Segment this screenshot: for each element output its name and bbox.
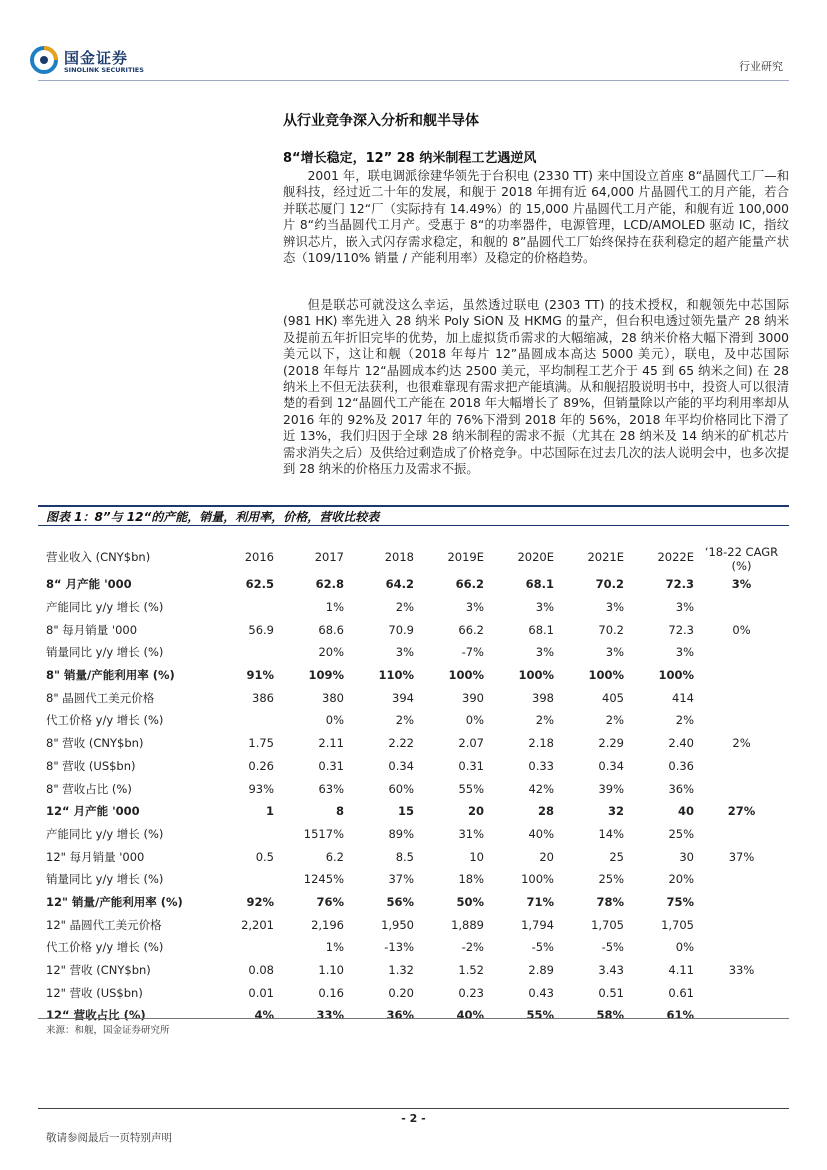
table-cell: 62.5 xyxy=(245,577,274,592)
table-cell: 40 xyxy=(677,804,694,819)
row-label: 12“ 月产能 '000 xyxy=(46,804,140,819)
table-cell: 1.52 xyxy=(458,963,484,978)
table-cell: 3% xyxy=(675,600,694,615)
table-cell: 2% xyxy=(675,713,694,728)
table-cell: 91% xyxy=(246,668,274,683)
table-cell: 0.33 xyxy=(528,758,554,773)
table-cell: 14% xyxy=(598,826,624,841)
table-cell: 36% xyxy=(668,781,694,796)
table-cell: 1,950 xyxy=(381,917,414,932)
row-label: 12" 每月销量 '000 xyxy=(46,849,145,864)
table-row xyxy=(46,777,789,800)
table-cell xyxy=(204,868,274,891)
table-cell: 18% xyxy=(458,872,484,887)
table-cell: 33% xyxy=(316,1008,344,1023)
table-cell: 0.26 xyxy=(248,758,274,773)
table-row xyxy=(46,618,789,641)
table-cell: 30 xyxy=(679,849,694,864)
cagr-cell: 37% xyxy=(728,849,755,864)
table-cell: 394 xyxy=(392,690,414,705)
table-cell: 68.1 xyxy=(528,622,554,637)
table-cell: 66.2 xyxy=(455,577,484,592)
table-header-cell: 2017 xyxy=(314,550,344,564)
table-row xyxy=(46,891,789,914)
table-cell: 2.18 xyxy=(528,736,554,751)
table-cell: 2.29 xyxy=(598,736,624,751)
row-label: 8" 营收占比 (%) xyxy=(46,781,132,796)
table-cell: 0% xyxy=(465,713,484,728)
table-cell: 100% xyxy=(658,668,694,683)
table-cell: 2% xyxy=(535,713,554,728)
table-cell: 0.34 xyxy=(388,758,414,773)
table-cell xyxy=(204,823,274,846)
logo-cn-text: 国金证券 xyxy=(64,49,129,67)
table-cell: 3% xyxy=(535,645,554,660)
table-cell: 32 xyxy=(607,804,624,819)
cagr-cell: 27% xyxy=(727,804,756,819)
cagr-cell: 33% xyxy=(728,963,755,978)
table-cell: 25% xyxy=(598,872,624,887)
table-cell: 2,201 xyxy=(241,917,274,932)
paragraph-1 xyxy=(283,168,789,266)
cagr-cell xyxy=(694,981,789,1004)
table-header-cell: 2018 xyxy=(384,550,414,564)
sinolink-logo-icon xyxy=(30,46,58,74)
table-cell: 3% xyxy=(605,600,624,615)
table-cell: 36% xyxy=(386,1008,414,1023)
cagr-cell xyxy=(694,868,789,891)
logo-en-text: SINOLINK SECURITIES xyxy=(64,66,144,74)
table-cell: 109% xyxy=(308,668,344,683)
table-cell: 405 xyxy=(602,690,624,705)
table-cell: 20 xyxy=(467,804,484,819)
table-header-cell: 2022E xyxy=(657,550,694,564)
table-cell: 0.23 xyxy=(458,985,484,1000)
table-cell: 414 xyxy=(672,690,694,705)
table-cell: 64.2 xyxy=(385,577,414,592)
table-row xyxy=(46,823,789,846)
row-label: 产能同比 y/y 增长 (%) xyxy=(46,826,164,841)
row-label: 8“ 月产能 '000 xyxy=(46,577,132,592)
figure-title-bar xyxy=(38,505,789,526)
figure-source: 来源：和舰，国金证券研究所 xyxy=(46,1025,170,1036)
cagr-cell xyxy=(694,777,789,800)
table-cell: 70.2 xyxy=(595,577,624,592)
row-label: 8" 每月销量 '000 xyxy=(46,622,138,637)
table-cell: 20% xyxy=(668,872,694,887)
table-cell: 398 xyxy=(532,690,554,705)
cagr-cell xyxy=(694,891,789,914)
table-header-row xyxy=(46,541,789,573)
table-cell: 1517% xyxy=(303,826,344,841)
table-cell: 39% xyxy=(598,781,624,796)
table-cell: 1245% xyxy=(303,872,344,887)
table-cell: 0.5 xyxy=(255,849,274,864)
table-cell: 0.31 xyxy=(458,758,484,773)
table-cell: 40% xyxy=(456,1008,484,1023)
table-row xyxy=(46,913,789,936)
table-cell: 8.5 xyxy=(395,849,414,864)
table-cell: 2% xyxy=(605,713,624,728)
table-cell: 62.8 xyxy=(315,577,344,592)
table-cell: 2.40 xyxy=(668,736,694,751)
table-cell: 2.89 xyxy=(528,963,554,978)
table-cell: 72.3 xyxy=(668,622,694,637)
company-logo xyxy=(30,46,160,78)
table-cell: 50% xyxy=(456,894,484,909)
table-row xyxy=(46,868,789,891)
table-cell: 2.07 xyxy=(458,736,484,751)
table-cell: 93% xyxy=(248,781,274,796)
figure-title: 图表 1：8”与 12“的产能，销量，利用率，价格，营收比较表 xyxy=(46,510,380,524)
table-row xyxy=(46,755,789,778)
table-cell: 0.61 xyxy=(668,985,694,1000)
row-label: 12" 销量/产能利用率 (%) xyxy=(46,894,183,909)
table-cell: 1% xyxy=(325,600,344,615)
table-cell: 386 xyxy=(252,690,274,705)
table-cell: 60% xyxy=(388,781,414,796)
row-label: 8" 营收 (CNY$bn) xyxy=(46,736,144,751)
table-cell xyxy=(204,709,274,732)
table-cell: 2% xyxy=(395,713,414,728)
table-cell: 100% xyxy=(448,668,484,683)
table-cell: 0.20 xyxy=(388,985,414,1000)
table-cell: 100% xyxy=(588,668,624,683)
table-cell: 0% xyxy=(675,940,694,955)
table-cell: 40% xyxy=(528,826,554,841)
table-cell: 4% xyxy=(254,1008,274,1023)
table-cell: 0% xyxy=(325,713,344,728)
table-cell: -13% xyxy=(384,940,414,955)
report-category: 行业研究 xyxy=(739,60,783,73)
table-cell: 2.22 xyxy=(388,736,414,751)
paragraph-2 xyxy=(283,297,789,477)
table-row xyxy=(46,800,789,823)
section-title: 从行业竞争深入分析和舰半导体 xyxy=(283,113,479,129)
table-cell: 0.01 xyxy=(248,985,274,1000)
cagr-cell xyxy=(694,686,789,709)
table-cell: 0.51 xyxy=(598,985,624,1000)
table-row xyxy=(46,686,789,709)
table-cell: 0.43 xyxy=(528,985,554,1000)
cagr-cell xyxy=(694,936,789,959)
table-cell: 25% xyxy=(668,826,694,841)
row-label: 产能同比 y/y 增长 (%) xyxy=(46,600,164,615)
table-cell: 0.34 xyxy=(598,758,624,773)
row-label: 销量同比 y/y 增长 (%) xyxy=(46,645,164,660)
table-cell: 76% xyxy=(316,894,344,909)
table-cell: 1,705 xyxy=(661,917,694,932)
row-label: 12" 晶圆代工美元价格 xyxy=(46,917,162,932)
table-cell: 58% xyxy=(596,1008,624,1023)
row-label: 12“ 营收占比 (%) xyxy=(46,1008,146,1023)
table-header-cell: 2019E xyxy=(447,550,484,564)
table-cell: 68.1 xyxy=(525,577,554,592)
cagr-cell xyxy=(694,596,789,619)
table-cell xyxy=(204,641,274,664)
table-header-cell: 营业收入 (CNY$bn) xyxy=(46,550,151,564)
table-cell: -2% xyxy=(461,940,484,955)
table-cell: 1.10 xyxy=(318,963,344,978)
table-row xyxy=(46,573,789,596)
cagr-cell xyxy=(694,823,789,846)
table-cell: 3% xyxy=(675,645,694,660)
table-row xyxy=(46,981,789,1004)
table-cell: 3.43 xyxy=(598,963,624,978)
cagr-cell: 3% xyxy=(731,577,752,592)
table-cell: 0.36 xyxy=(668,758,694,773)
row-label: 12" 营收 (CNY$bn) xyxy=(46,963,151,978)
table-cell: 6.2 xyxy=(325,849,344,864)
table-cell: 56.9 xyxy=(248,622,274,637)
table-cell: 1.75 xyxy=(248,736,274,751)
table-header-cell: 2020E xyxy=(517,550,554,564)
table-cell: -5% xyxy=(601,940,624,955)
table-cell: 2.11 xyxy=(318,736,344,751)
table-cell: 1.32 xyxy=(388,963,414,978)
table-cell: 37% xyxy=(388,872,414,887)
table-cell: 3% xyxy=(605,645,624,660)
cagr-cell: 2% xyxy=(732,736,751,751)
table-cell: 100% xyxy=(521,872,554,887)
table-bottom-rule xyxy=(38,1018,789,1019)
table-cell: 78% xyxy=(596,894,624,909)
table-row xyxy=(46,936,789,959)
row-label: 代工价格 y/y 增长 (%) xyxy=(46,940,164,955)
cagr-cell xyxy=(694,664,789,687)
table-cell: 8 xyxy=(335,804,344,819)
table-row xyxy=(46,641,789,664)
cagr-cell xyxy=(694,755,789,778)
table-row xyxy=(46,596,789,619)
page-header xyxy=(0,0,827,84)
table-cell: 2,196 xyxy=(311,917,344,932)
footer-disclaimer: 敬请参阅最后一页特别声明 xyxy=(46,1132,172,1144)
table-cell: 1 xyxy=(265,804,274,819)
table-header-cell: 2021E xyxy=(587,550,624,564)
table-cell: 56% xyxy=(386,894,414,909)
table-cell: 70.9 xyxy=(388,622,414,637)
table-cell: 66.2 xyxy=(458,622,484,637)
table-cell: 2% xyxy=(395,600,414,615)
table-cell: 20% xyxy=(318,645,344,660)
table-cell: 25 xyxy=(609,849,624,864)
table-cell: 15 xyxy=(397,804,414,819)
table-cell: 3% xyxy=(465,600,484,615)
table-cell: 390 xyxy=(462,690,484,705)
table-cell xyxy=(204,936,274,959)
table-cell: 61% xyxy=(666,1008,694,1023)
paragraph-2-text: 但是联芯可就没这么幸运，虽然透过联电 (2303 TT) 的技术授权，和舰领先中芯国际 (981 HK) 率先进入 28 纳米 Poly SiON 及 HKMG 的量产，但台积电透过领先量产 28 纳米及提前五年折旧完毕的优势，加上虚拟货币需求的大幅缩减，28 纳米价格大幅下滑到 3000 美元以下，这让和舰（2018 年每片 12”晶圆成本高达 5000 美元），联电，及中芯国际 (2018 年每片 12“晶圆成本约达 2500 美元，平均制程工艺介于 45 到 65 纳米之间) 在 28 纳米上不但无法获利，也很难靠现有需求把产能填满。从和舰招股说明书中，投资人可以很清楚的看到 12“晶圆代工产能在 2018 年大幅增长了 89%，但销量除以产能的平均利用率却从 2016 年的 92%及 2017 年的 76%下滑到 2018 年的 56%，2018 年平均价格同比下滑了近 13%，我们归因于全球 28 纳米制程的需求不振（尤其在 28 纳米及 14 纳米的矿机芯片需求消失之后）及供给过剩造成了价格竞争。中芯国际在过去几次的法人说明会中，也多次提到 28 纳米的价格压力及需求不振。 xyxy=(283,298,789,477)
table-cell: 0.08 xyxy=(248,963,274,978)
table-cell: 92% xyxy=(246,894,274,909)
table-header-cell: 2016 xyxy=(244,550,274,564)
table-cell: 1% xyxy=(325,940,344,955)
row-label: 代工价格 y/y 增长 (%) xyxy=(46,713,164,728)
cagr-cell xyxy=(694,1004,789,1027)
table-cell: 68.6 xyxy=(318,622,344,637)
table-cell: 42% xyxy=(528,781,554,796)
table-row xyxy=(46,709,789,732)
table-cell: 0.31 xyxy=(318,758,344,773)
table-cell: 4.11 xyxy=(668,963,694,978)
cagr-cell xyxy=(694,709,789,732)
table-cell: -5% xyxy=(531,940,554,955)
table-cell: 100% xyxy=(518,668,554,683)
table-cell: 71% xyxy=(526,894,554,909)
row-label: 8" 晶圆代工美元价格 xyxy=(46,690,155,705)
table-row xyxy=(46,845,789,868)
footer-divider xyxy=(38,1108,789,1109)
table-cell: 3% xyxy=(395,645,414,660)
section-subtitle: 8“增长稳定，12” 28 纳米制程工艺遇逆风 xyxy=(283,151,537,166)
table-row xyxy=(46,664,789,687)
table-cell: 28 xyxy=(537,804,554,819)
table-cell: 380 xyxy=(322,690,344,705)
row-label: 12" 营收 (US$bn) xyxy=(46,985,143,1000)
table-cell: 3% xyxy=(535,600,554,615)
table-cell: 75% xyxy=(666,894,694,909)
table-cell xyxy=(204,596,274,619)
row-label: 8" 销量/产能利用率 (%) xyxy=(46,668,175,683)
cagr-cell xyxy=(694,913,789,936)
table-cell: 55% xyxy=(526,1008,554,1023)
row-label: 8" 营收 (US$bn) xyxy=(46,758,136,773)
table-cell: -7% xyxy=(461,645,484,660)
table-cell: 1,794 xyxy=(521,917,554,932)
header-divider xyxy=(38,80,789,81)
cagr-cell: 0% xyxy=(732,622,751,637)
page-number: - 2 - xyxy=(401,1112,426,1125)
capacity-comparison-table xyxy=(46,541,789,1027)
table-cell: 10 xyxy=(469,849,484,864)
table-cell: 89% xyxy=(388,826,414,841)
table-cell: 0.16 xyxy=(318,985,344,1000)
table-cell: 63% xyxy=(318,781,344,796)
table-header-cell: ‘18-22 CAGR (%) xyxy=(704,545,779,573)
table-cell: 55% xyxy=(458,781,484,796)
table-cell: 72.3 xyxy=(665,577,694,592)
table-cell: 110% xyxy=(378,668,414,683)
table-cell: 20 xyxy=(539,849,554,864)
table-cell: 31% xyxy=(458,826,484,841)
paragraph-1-text: 2001 年，联电调派徐建华领先于台积电 (2330 TT) 来中国设立首座 8“晶圆代工厂—和舰科技，经过近二十年的发展，和舰于 2018 年拥有近 64,000 片晶圆代工的月产能，若合并联芯厦门 12“厂（实际持有 14.49%）的 15,000 片晶圆代工月产能，和舰有近 100,000 片 8“约当晶圆代工月产。受惠于 8“的功率器件，电源管理，LCD/AMOLED 驱动 IC，指纹辨识芯片，嵌入式闪存需求稳定，和舰的 8”晶圆代工厂始终保持在获利稳定的超产能量产状态（109/110% 销量 / 产能利用率）及稳定的价格趋势。 xyxy=(283,169,789,266)
table-cell: 1,705 xyxy=(591,917,624,932)
cagr-cell xyxy=(694,641,789,664)
row-label: 销量同比 y/y 增长 (%) xyxy=(46,872,164,887)
table-cell: 1,889 xyxy=(451,917,484,932)
table-cell: 70.2 xyxy=(598,622,624,637)
table-row xyxy=(46,732,789,755)
table-row xyxy=(46,959,789,982)
